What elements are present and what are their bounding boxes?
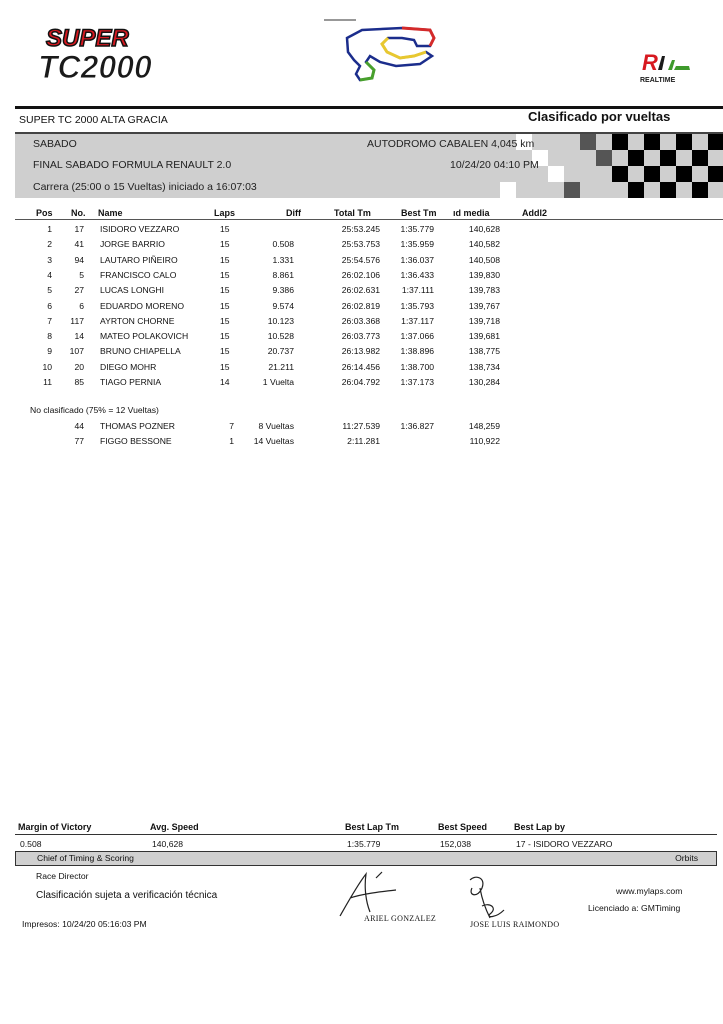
cell-total: 26:03.368 — [341, 315, 380, 326]
cell-pos: 3 — [47, 254, 52, 265]
cell-name: LUCAS LONGHI — [100, 285, 164, 296]
cell-no: 27 — [74, 285, 84, 296]
cell-laps: 15 — [220, 285, 230, 296]
cell-diff: 10.528 — [267, 331, 294, 342]
table-row — [0, 239, 723, 254]
event-title: SUPER TC 2000 ALTA GRACIA — [19, 114, 168, 126]
cell-no: 20 — [74, 361, 84, 372]
cell-laps: 15 — [220, 239, 230, 250]
cell-total: 26:02.819 — [341, 300, 380, 311]
cell-speed: 139,767 — [468, 300, 500, 311]
cell-diff: 8.861 — [272, 269, 294, 280]
logo-tc2000-text: TC2000 — [38, 49, 152, 84]
margin-label: Margin of Victory — [18, 822, 92, 832]
cell-best: 1:38.896 — [400, 346, 434, 357]
cell-total: 11:27.539 — [342, 421, 380, 431]
cell-pos: 10 — [42, 361, 52, 372]
cell-pos: 8 — [47, 331, 52, 342]
cell-laps: 1 — [229, 436, 234, 447]
cell-best: 1:37.066 — [400, 331, 434, 342]
cell-total: 26:03.773 — [341, 331, 380, 342]
cell-no: 107 — [69, 346, 84, 357]
cell-diff: 10.123 — [267, 315, 294, 326]
svg-text:R: R — [642, 50, 658, 75]
cell-speed: 139,830 — [468, 269, 500, 280]
cell-pos: 1 — [47, 224, 52, 234]
cell-total: 26:14.456 — [341, 361, 380, 372]
super-tc2000-logo — [36, 22, 174, 84]
cell-name: EDUARDO MORENO — [100, 300, 185, 311]
cell-name: FRANCISCO CALO — [100, 269, 177, 280]
chief-timing-bar — [15, 851, 717, 866]
cell-speed: 148,259 — [468, 421, 500, 431]
best-lap-by-label: Best Lap by — [514, 822, 566, 832]
cell-speed: 140,628 — [468, 224, 500, 234]
cell-diff: 9.386 — [272, 285, 294, 296]
cell-speed: 130,284 — [468, 377, 500, 387]
cell-no: 5 — [79, 269, 84, 280]
cell-laps: 15 — [220, 331, 230, 342]
cell-speed: 140,582 — [468, 239, 500, 250]
printed-timestamp: Impresos: 10/24/20 05:16:03 PM — [22, 919, 147, 929]
cell-laps: 14 — [220, 377, 230, 387]
cell-pos: 6 — [47, 300, 52, 311]
cell-name: THOMAS POZNER — [100, 421, 175, 431]
cell-diff: 9.574 — [272, 300, 294, 311]
orbits-label: Orbits — [675, 853, 698, 863]
cell-speed: 138,734 — [468, 361, 500, 372]
cell-diff: 0.508 — [272, 239, 294, 250]
cell-no: 41 — [74, 239, 84, 250]
signature-ariel-gonzalez — [336, 868, 406, 920]
col-header-speed: ıd media — [453, 208, 490, 218]
table-row — [0, 255, 723, 270]
col-header-addl: Addl2 — [522, 208, 548, 218]
col-header-no: No. — [71, 208, 86, 218]
cell-speed: 139,783 — [468, 285, 500, 296]
cell-best: 1:35.959 — [400, 239, 434, 250]
cell-name: JORGE BARRIO — [100, 239, 165, 250]
race-start-info: Carrera (25:00 o 15 Vueltas) iniciado a 16:07:03 — [33, 181, 257, 193]
cell-laps: 7 — [229, 421, 234, 431]
cell-diff: 1 Vuelta — [262, 377, 294, 387]
col-header-pos: Pos — [36, 208, 53, 218]
table-row — [0, 377, 723, 392]
cell-no: 77 — [74, 436, 84, 447]
cell-pos: 4 — [47, 269, 52, 280]
cell-laps: 15 — [220, 254, 230, 265]
cell-best: 1:37.173 — [400, 377, 434, 387]
table-row — [0, 316, 723, 331]
logo-super-text: SUPER — [46, 25, 129, 52]
avg-speed-value: 140,628 — [152, 839, 184, 849]
classification-title: Clasificado por vueltas — [528, 109, 671, 124]
cell-pos: 5 — [47, 285, 52, 296]
summary-rule — [15, 834, 717, 835]
cell-no: 6 — [79, 300, 84, 311]
table-row — [0, 270, 723, 285]
cell-speed: 139,718 — [468, 315, 500, 326]
best-lap-value: 1:35.779 — [347, 839, 381, 849]
cell-speed: 110,922 — [469, 436, 500, 447]
table-row — [0, 285, 723, 300]
cell-name: MATEO POLAKOVICH — [100, 331, 189, 342]
nc-table-row — [0, 421, 723, 436]
cell-no: 17 — [74, 224, 84, 234]
session-label: SABADO — [33, 138, 77, 150]
cell-total: 25:54.576 — [341, 254, 380, 265]
best-lap-by-value: 17 - ISIDORO VEZZARO — [516, 839, 613, 849]
signature-name-2: JOSE LUIS RAIMONDO — [470, 920, 560, 929]
cell-pos: 9 — [47, 346, 52, 357]
cell-laps: 15 — [220, 269, 230, 280]
best-speed-label: Best Speed — [438, 822, 488, 832]
cell-laps: 15 — [220, 300, 230, 311]
cell-no: 117 — [70, 315, 84, 326]
table-row — [0, 346, 723, 361]
table-row — [0, 224, 723, 239]
col-header-best: Best Tm — [401, 208, 437, 218]
nc-table-row — [0, 436, 723, 451]
cell-diff: 20.737 — [267, 346, 294, 357]
disclaimer-text: Clasificación sujeta a verificación técnica — [36, 890, 218, 901]
table-row — [0, 331, 723, 346]
cell-best: 1:37.111 — [401, 285, 434, 296]
signature-jose-luis-raimondo — [460, 872, 510, 924]
cell-name: ISIDORO VEZZARO — [100, 224, 180, 234]
table-row — [0, 301, 723, 316]
cell-best: 1:38.700 — [400, 361, 434, 372]
cell-no: 44 — [74, 421, 84, 431]
table-header-rule — [15, 219, 723, 220]
realtime-logo — [636, 48, 692, 84]
chief-timing-label: Chief of Timing & Scoring — [37, 853, 134, 863]
cell-total: 2:11.281 — [347, 436, 380, 447]
cell-name: LAUTARO PIÑEIRO — [100, 254, 178, 265]
cell-no: 85 — [74, 377, 84, 387]
cell-no: 94 — [74, 254, 84, 265]
cell-best: 1:35.793 — [400, 300, 434, 311]
cell-name: AYRTON CHORNE — [100, 315, 175, 326]
circuit-label: AUTODROMO CABALEN 4,045 km — [367, 138, 535, 150]
cell-name: FIGGO BESSONE — [100, 436, 172, 447]
cell-laps: 15 — [220, 346, 230, 357]
col-header-name: Name — [98, 208, 123, 218]
cell-best: 1:36.827 — [400, 421, 434, 431]
cell-laps: 15 — [220, 315, 230, 326]
website-link[interactable]: www.mylaps.com — [616, 886, 683, 896]
cell-laps: 15 — [220, 224, 230, 234]
license-text: Licenciado a: GMTiming — [588, 903, 681, 913]
col-header-laps: Laps — [214, 208, 236, 218]
race-datetime: 10/24/20 04:10 PM — [450, 159, 539, 171]
cell-name: TIAGO PERNIA — [100, 377, 162, 387]
cell-total: 25:53.245 — [341, 224, 380, 234]
cell-diff: 21.211 — [268, 361, 294, 372]
cell-laps: 15 — [220, 361, 230, 372]
best-speed-value: 152,038 — [440, 839, 472, 849]
cell-best: 1:37.117 — [401, 315, 434, 326]
avg-speed-label: Avg. Speed — [150, 822, 199, 832]
cell-diff: 1.331 — [272, 254, 294, 265]
cell-diff: 8 Vueltas — [258, 421, 294, 431]
cell-pos: 7 — [47, 315, 52, 326]
cell-best: 1:35.779 — [400, 224, 434, 234]
race-director-label: Race Director — [36, 871, 89, 881]
cell-best: 1:36.433 — [400, 269, 434, 280]
realtime-logo-text: REALTIME — [640, 77, 676, 84]
cell-pos: 11 — [43, 377, 52, 387]
col-header-total: Total Tm — [334, 208, 371, 218]
cell-total: 26:02.106 — [341, 269, 380, 280]
cell-speed: 140,508 — [468, 254, 500, 265]
cell-no: 14 — [74, 331, 84, 342]
cell-name: DIEGO MOHR — [100, 361, 157, 372]
race-name: FINAL SABADO FORMULA RENAULT 2.0 — [33, 159, 232, 171]
cell-name: BRUNO CHIAPELLA — [100, 346, 181, 357]
not-classified-label: No clasificado (75% = 12 Vueltas) — [30, 405, 159, 415]
cell-total: 26:04.792 — [341, 377, 380, 387]
table-row — [0, 362, 723, 377]
cell-total: 25:53.753 — [341, 239, 380, 250]
track-map-image — [322, 16, 442, 86]
best-lap-label: Best Lap Tm — [345, 822, 400, 832]
margin-value: 0.508 — [20, 839, 42, 849]
cell-best: 1:36.037 — [400, 254, 434, 265]
cell-speed: 138,775 — [468, 346, 500, 357]
cell-total: 26:02.631 — [341, 285, 380, 296]
cell-total: 26:13.982 — [341, 346, 380, 357]
cell-speed: 139,681 — [468, 331, 500, 342]
cell-pos: 2 — [47, 239, 52, 250]
signature-name-1: ARIEL GONZALEZ — [364, 914, 437, 923]
cell-diff: 14 Vueltas — [253, 436, 294, 447]
col-header-diff: Diff — [286, 208, 301, 218]
